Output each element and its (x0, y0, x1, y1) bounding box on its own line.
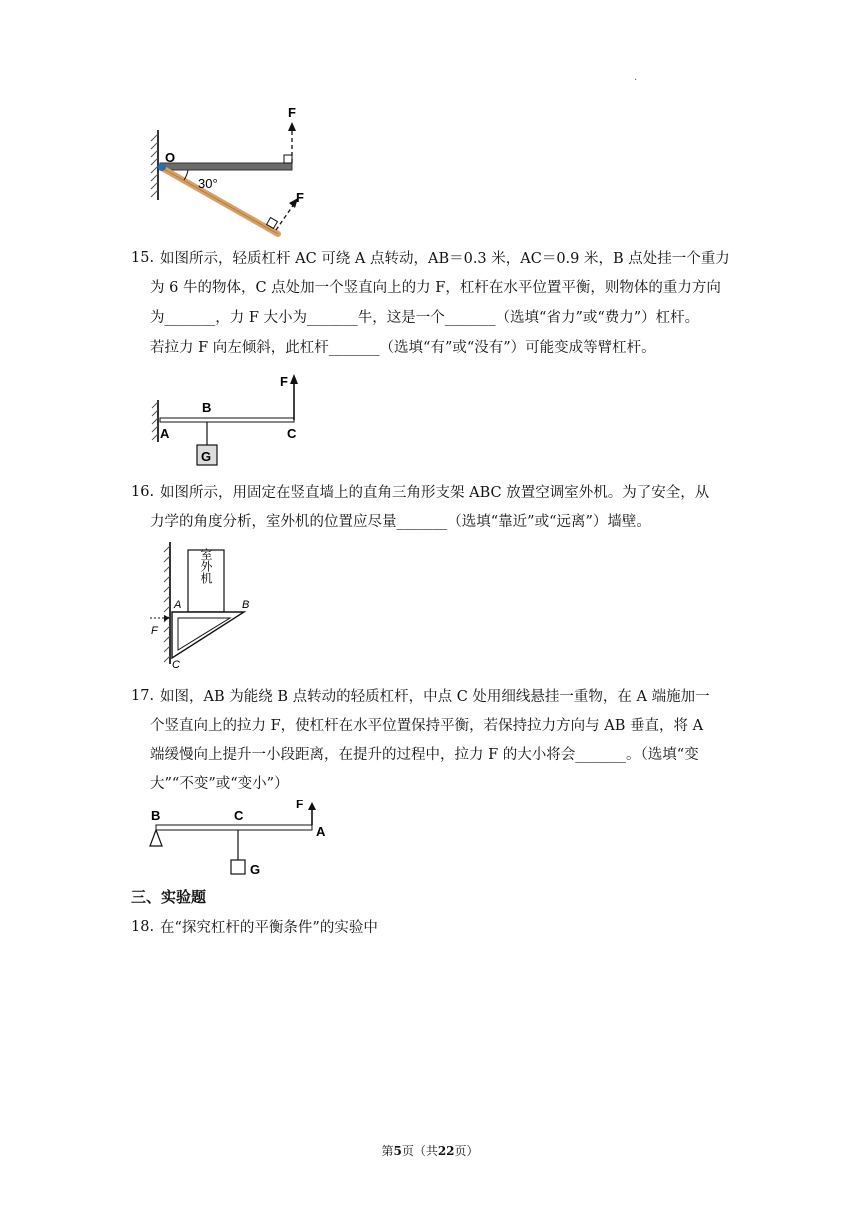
angle-label: 30° (198, 176, 218, 191)
label-f-top: F (288, 105, 296, 120)
q16-number: 16. (131, 484, 155, 500)
footer-page-number: 5 (393, 1144, 402, 1158)
footer-suffix: 页） (454, 1144, 479, 1158)
q15-line2: 为 6 牛的物体，C 点处加一个竖直向上的力 F，杠杆在水平位置平衡，则物体的重力方向 (150, 280, 721, 296)
label-a: A (160, 426, 170, 441)
q15-line4: 若拉力 F 向左倾斜，此杠杆_______（选填“有”或“没有”）可能变成等臂杠杆。 (150, 340, 656, 356)
horizontal-lever (160, 163, 292, 170)
figure-q17-lever (148, 800, 348, 880)
weight-g (231, 860, 245, 874)
q15-number: 15. (131, 250, 155, 266)
label-c: C (234, 808, 244, 823)
q18-number: 18. (131, 919, 155, 935)
q17-line4: 大”“不变”或“变小”） (150, 776, 289, 792)
label-c: C (172, 659, 180, 670)
page-footer (0, 1142, 860, 1159)
footer-total-pages: 22 (437, 1144, 455, 1158)
q16-line2: 力学的角度分析，室外机的位置应尽量_______（选填“靠近”或“远离”）墙壁。 (150, 514, 651, 530)
label-a: A (174, 599, 182, 611)
label-c: C (287, 426, 297, 441)
label-b: B (242, 599, 250, 611)
q17-number: 17. (131, 688, 155, 704)
stray-dot: . (634, 72, 638, 83)
q16-line1: 如图所示，用固定在竖直墙上的直角三角形支架 ABC 放置空调室外机。为了安全，从 (160, 485, 710, 501)
label-a: A (316, 824, 326, 839)
label-f: F (280, 374, 288, 389)
figure-q14-levers (148, 100, 328, 240)
label-f-bottom: F (296, 190, 304, 205)
pivot-b (150, 830, 162, 846)
section-heading: 三、实验题 (131, 888, 207, 906)
footer-prefix: 第 (381, 1144, 394, 1158)
label-f: F (296, 800, 304, 811)
label-b: B (151, 808, 161, 823)
label-f: F (151, 625, 158, 637)
q15-line1: 如图所示，轻质杠杆 AC 可绕 A 点转动，AB＝0.3 米，AC＝0.9 米，B 点处挂一个重力 (160, 251, 730, 267)
figure-q16-bracket (148, 540, 268, 670)
q18-text: 在“探究杠杆的平衡条件”的实验中 (160, 920, 378, 936)
q15-line3: 为_______，力 F 大小为_______牛，这是一个_______（选填“省力”或“费力”）杠杆。 (150, 310, 700, 326)
lever-ac (160, 418, 294, 422)
label-o: O (165, 150, 176, 165)
q17-line3: 端缓慢向上提升一小段距离，在提升的过程中，拉力 F 的大小将会_______。（选填“变 (150, 747, 699, 763)
footer-mid: 页（共 (401, 1144, 438, 1158)
label-g: G (201, 449, 212, 464)
q17-line1: 如图，AB 为能绕 B 点转动的轻质杠杆，中点 C 处用细线悬挂一重物，在 A 端施加一 (160, 689, 710, 705)
figure-q15-lever (150, 370, 320, 470)
q17-line2: 个竖直向上的拉力 F，使杠杆在水平位置保持平衡，若保持拉力方向与 AB 垂直，将 A (150, 718, 704, 734)
outdoor-unit-label: 室外机 (199, 548, 213, 584)
lever-ab (156, 825, 312, 830)
label-b: B (202, 400, 212, 415)
label-g: G (250, 862, 261, 877)
